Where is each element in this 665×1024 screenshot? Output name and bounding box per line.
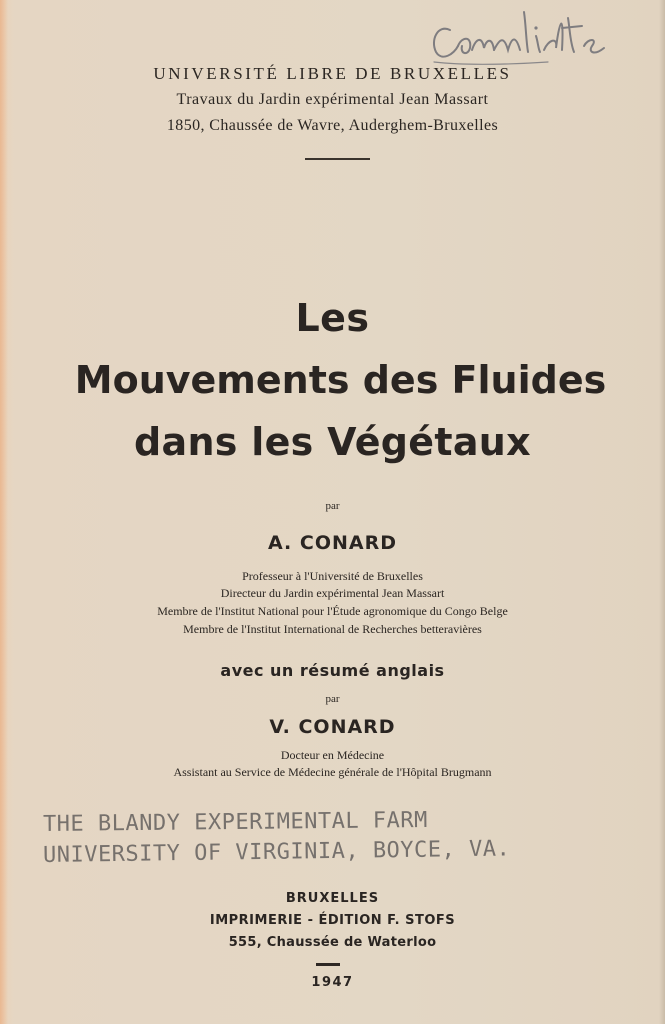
library-stamp-line-1: THE BLANDY EXPERIMENTAL FARM xyxy=(42,807,428,837)
author-name: A. CONARD xyxy=(268,532,397,554)
author-credential: Directeur du Jardin expérimental Jean Massart xyxy=(220,586,445,600)
publisher-city: BRUXELLES xyxy=(285,891,380,906)
publication-year: 1947 xyxy=(311,975,354,990)
publisher-address: 555, Chaussée de Waterloo xyxy=(228,935,437,950)
author-credential: Membre de l'Institut International de Recherches betteravières xyxy=(183,622,482,636)
library-stamp-line-2: UNIVERSITY OF VIRGINIA, BOYCE, VA. xyxy=(42,836,511,868)
title-line-3: dans les Végétaux xyxy=(134,420,531,464)
summary-author-credential: Docteur en Médecine xyxy=(280,748,385,762)
by-label: par xyxy=(325,500,340,512)
institution-address: 1850, Chaussée de Wavre, Auderghem-Bruxelles xyxy=(166,117,499,134)
summary-author-credential: Assistant au Service de Médecine générale de l'Hôpital Brugmann xyxy=(173,765,492,779)
summary-by-label: par xyxy=(325,693,340,705)
footer-divider xyxy=(316,963,340,966)
author-credential: Membre de l'Institut National pour l'Étude agronomique du Congo Belge xyxy=(157,604,508,618)
page-edge-left xyxy=(0,0,8,1024)
university-name: UNIVERSITÉ LIBRE DE BRUXELLES xyxy=(153,64,512,83)
author-credential: Professeur à l'Université de Bruxelles xyxy=(242,569,423,583)
institution-name: Travaux du Jardin expérimental Jean Massart xyxy=(176,91,489,108)
handwritten-annotation xyxy=(428,6,608,68)
summary-author-name: V. CONARD xyxy=(269,716,396,738)
summary-label: avec un résumé anglais xyxy=(220,661,445,680)
publisher-printer: IMPRIMERIE - ÉDITION F. STOFS xyxy=(209,913,456,928)
title-line-1: Les xyxy=(295,296,370,340)
header-divider xyxy=(305,158,370,160)
page-edge-right xyxy=(659,0,665,1024)
title-line-2: Mouvements des Fluides xyxy=(74,358,607,402)
